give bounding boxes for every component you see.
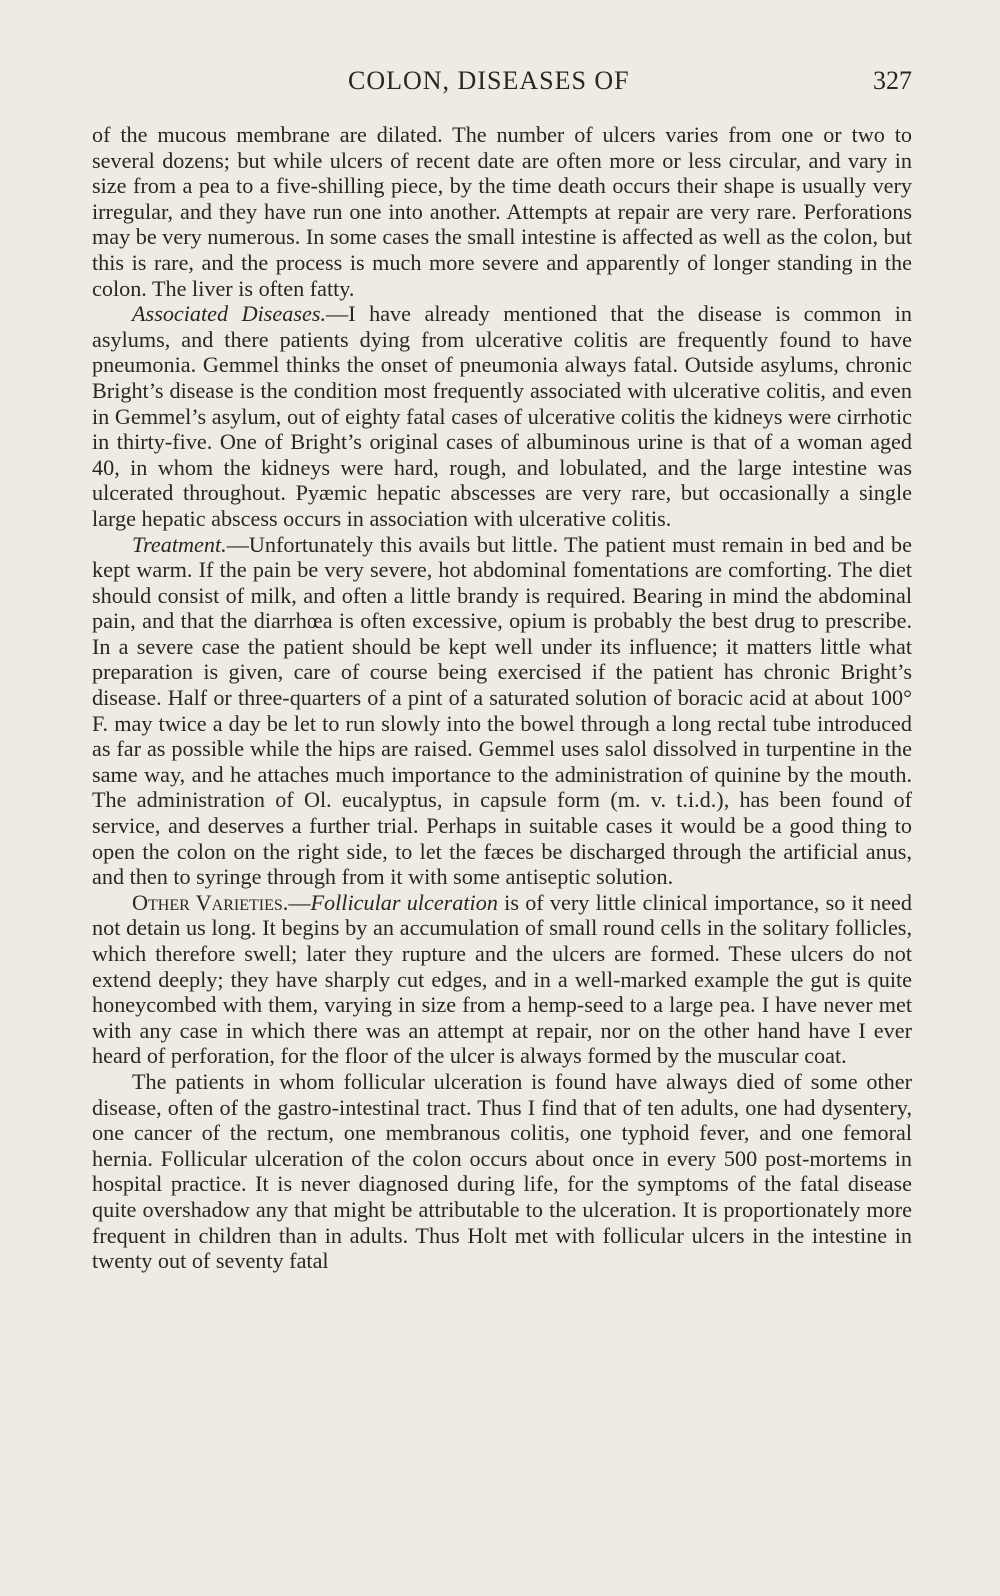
paragraph-text: —I have already mentioned that the disease is common in asylums, and there patients dying from ulcerative colitis are frequently found to have pneumonia. Gemmel thinks the onset of pneumonia always fatal. Outside asylums, chronic Bright’s disease is the condition most frequently associated with ulcerative colitis, and even in Gemmel’s asylum, out of eighty fatal cases of ulcerative colitis the kidneys were cirrhotic in thirty-five. One of Bright’s original cases of albuminous urine is that of a woman aged 40, in whom the kidneys were hard, rough, and lobulated, and the large intestine was ulcerated throughout. Pyæmic hepatic abscesses are very rare, but occasionally a single large hepatic abscess occurs in association with ulcerative colitis. [92,301,912,531]
paragraph-text: —Unfortunately this avails but little. The patient must remain in bed and be kept warm. If the pain be very severe, hot abdominal fomentations are comforting. The diet should consist of milk, and often a little brandy is required. Bearing in mind the abdominal pain, and that the diarrhœa is often excessive, opium is probably the best drug to prescribe. In a severe case the patient should be kept well under its influence; it matters little what preparation is given, care of course being exercised if the patient has chronic Bright’s disease. Half or three-quarters of a pint of a saturated solution of boracic acid at about 100° F. may twice a day be let to run slowly into the bowel through a long rectal tube introduced as far as possible while the hips are raised. Gemmel uses salol dissolved in turpentine in the same way, and he attaches much importance to the administration of quinine by the mouth. The administration of Ol. eucalyptus, in capsule form (m. v. t.i.d.), has been found of service, and deserves a further trial. Perhaps in suitable cases it would be a good thing to open the colon on the right side, to let the fæces be discharged through the artificial anus, and then to syringe through from it with some antiseptic solution. [92,531,912,890]
section-heading-associated-diseases: Associated Diseases. [132,301,327,327]
heading-dash: — [288,889,311,915]
paragraph-associated-diseases [92,301,912,531]
body-text [92,122,912,1274]
paragraph-treatment [92,532,912,890]
section-heading-other-varieties: Other Varieties. [132,889,289,915]
subheading-follicular-ulceration: Follicular ulceration [310,889,498,915]
paragraph-text: The patients in whom follicular ulceration is found have always died of some other disease, often of the gastro-intestinal tract. Thus I find that of ten adults, one had dysentery, one cancer of the rectum, one membranous colitis, one typhoid fever, and one femoral hernia. Follicular ulceration of the colon occurs about once in every 500 post-mortems in hospital practice. It is never diagnosed during life, for the symptoms of the fatal disease quite overshadow any that might be attributable to the ulceration. It is proportionately more frequent in children than in adults. Thus Holt met with follicular ulcers in the intestine in twenty out of seventy fatal [92,1068,912,1274]
paragraph-text: is of very little clinical importance, so it need not detain us long. It begins by an accumulation of small round cells in the solitary follicles, which therefore swell; later they rupture and the ulcers are formed. These ulcers do not extend deeply; they have sharply cut edges, and in a well-marked example the gut is quite honeycombed with them, varying in size from a hemp-seed to a large pea. I have never met with any case in which there was an attempt at repair, nor on the other hand have I ever heard of perforation, for the floor of the ulcer is always formed by the muscular coat. [92,889,912,1069]
running-head-title: COLON, DISEASES OF [348,66,630,95]
section-heading-treatment: Treatment. [132,531,227,557]
page-number: 327 [873,66,912,95]
paragraph-other-varieties [92,890,912,1069]
paragraph-text: of the mucous membrane are dilated. The number of ulcers varies from one or two to several dozens; but while ulcers of recent date are often more or less circular, and vary in size from a pea to a five-shilling piece, by the time death occurs their shape is usually very irregular, and they have run one into another. Attempts at repair are very rare. Perforations may be very numerous. In some cases the small intestine is affected as well as the colon, but this is rare, and the process is much more severe and apparently of longer standing in the colon. The liver is often fatty. [92,122,912,301]
running-head [0,64,1000,98]
paragraph-follicular-patients [92,1069,912,1274]
paragraph-mucous-membrane [92,122,912,301]
